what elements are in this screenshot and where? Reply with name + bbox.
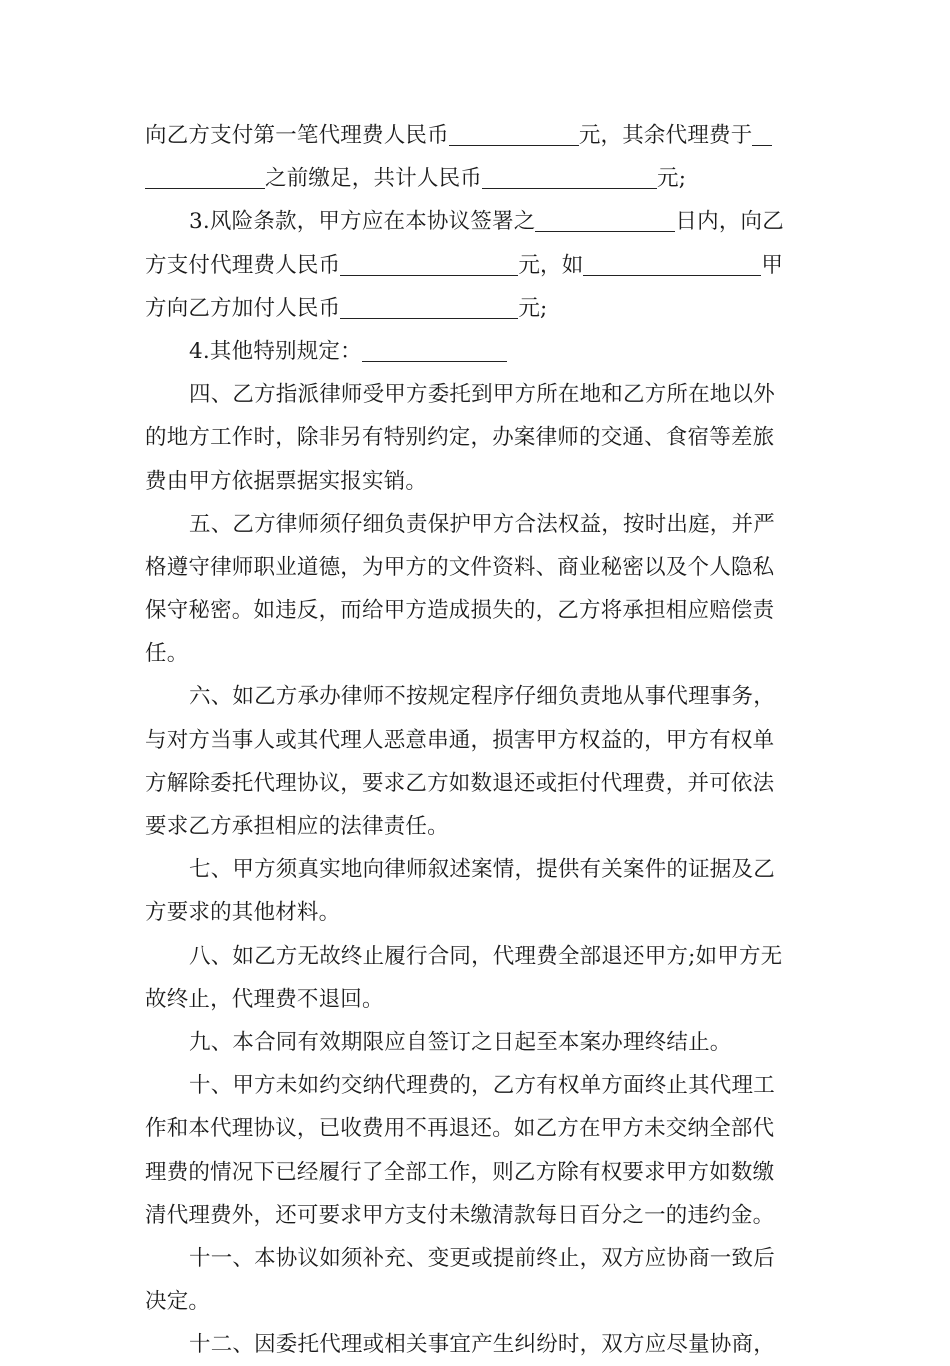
fill-blank <box>535 209 675 232</box>
text-line: 保守秘密。如违反，而给甲方造成损失的，乙方将承担相应赔偿责 <box>145 598 775 624</box>
fill-blank <box>362 339 507 362</box>
text-segment: 甲 <box>761 252 784 278</box>
text-line <box>145 200 808 243</box>
text-line: 十二、因委托代理或相关事宜产生纠纷时，双方应尽量协商， <box>189 1332 775 1358</box>
text-segment: 3.风险条款，甲方应在本协议签署之 <box>189 209 536 235</box>
fill-blank <box>340 253 518 276</box>
fill-blank <box>583 253 761 276</box>
fill-blank <box>482 166 657 189</box>
text-line: 七、甲方须真实地向律师叙述案情，提供有关案件的证据及乙 <box>189 857 775 883</box>
text-line: 五、乙方律师须仔细负责保护甲方合法权益，按时出庭，并严 <box>189 511 775 537</box>
text-line: 清代理费外，还可要求甲方支付未缴清款每日百分之一的违约金。 <box>145 1202 775 1228</box>
text-line: 与对方当事人或其代理人恶意串通，损害甲方权益的，甲方有权单 <box>145 727 775 753</box>
fill-blank <box>145 166 265 189</box>
text-line: 十一、本协议如须补充、变更或提前终止，双方应协商一致后 <box>189 1245 775 1271</box>
text-line <box>145 244 808 287</box>
text-segment: 4.其他特别规定： <box>189 338 362 364</box>
text-segment: 方向乙方加付人民币 <box>145 295 341 321</box>
text-line: 八、如乙方无故终止履行合同，代理费全部退还甲方;如甲方无 <box>189 943 783 969</box>
text-line: 方要求的其他材料。 <box>145 900 341 926</box>
text-line: 十、甲方未如约交纳代理费的，乙方有权单方面终止其代理工 <box>189 1073 775 1099</box>
text-line: 四、乙方指派律师受甲方委托到甲方所在地和乙方所在地以外 <box>189 382 775 408</box>
text-line <box>145 330 808 373</box>
text-line <box>145 114 808 157</box>
text-line: 方解除委托代理协议，要求乙方如数退还或拒付代理费，并可依法 <box>145 770 775 796</box>
text-segment: 元，如 <box>518 252 584 278</box>
text-segment: 日内，向乙 <box>675 209 784 235</box>
text-line: 要求乙方承担相应的法律责任。 <box>145 814 449 839</box>
text-line: 格遵守律师职业道德，为甲方的文件资料、商业秘密以及个人隐私 <box>145 554 775 580</box>
text-line: 九、本合同有效期限应自签订之日起至本案办理终结止。 <box>189 1029 732 1055</box>
text-segment: 元; <box>657 166 687 192</box>
text-line: 费由甲方依据票据实报实销。 <box>145 468 428 494</box>
text-line <box>145 287 808 330</box>
fill-blank <box>752 123 772 146</box>
text-line <box>145 157 808 200</box>
text-line: 决定。 <box>145 1289 211 1315</box>
text-segment: 方支付代理费人民币 <box>145 252 341 278</box>
fill-blank <box>449 123 579 146</box>
text-line: 任。 <box>145 641 189 667</box>
text-line: 故终止，代理费不退回。 <box>145 986 384 1012</box>
text-segment: 之前缴足，共计人民币 <box>265 166 483 192</box>
text-line: 六、如乙方承办律师不按规定程序仔细负责地从事代理事务， <box>189 684 775 710</box>
text-line: 理费的情况下已经履行了全部工作，则乙方除有权要求甲方如数缴 <box>145 1159 775 1185</box>
text-segment: 元; <box>518 295 548 321</box>
contract-body <box>145 114 808 1366</box>
text-line: 作和本代理协议，已收费用不再退还。如乙方在甲方未交纳全部代 <box>145 1116 775 1142</box>
text-line: 的地方工作时，除非另有特别约定，办案律师的交通、食宿等差旅 <box>145 425 775 451</box>
fill-blank <box>340 296 518 319</box>
text-segment: 元，其余代理费于 <box>578 123 753 148</box>
text-segment: 向乙方支付第一笔代理费人民币 <box>145 123 449 148</box>
